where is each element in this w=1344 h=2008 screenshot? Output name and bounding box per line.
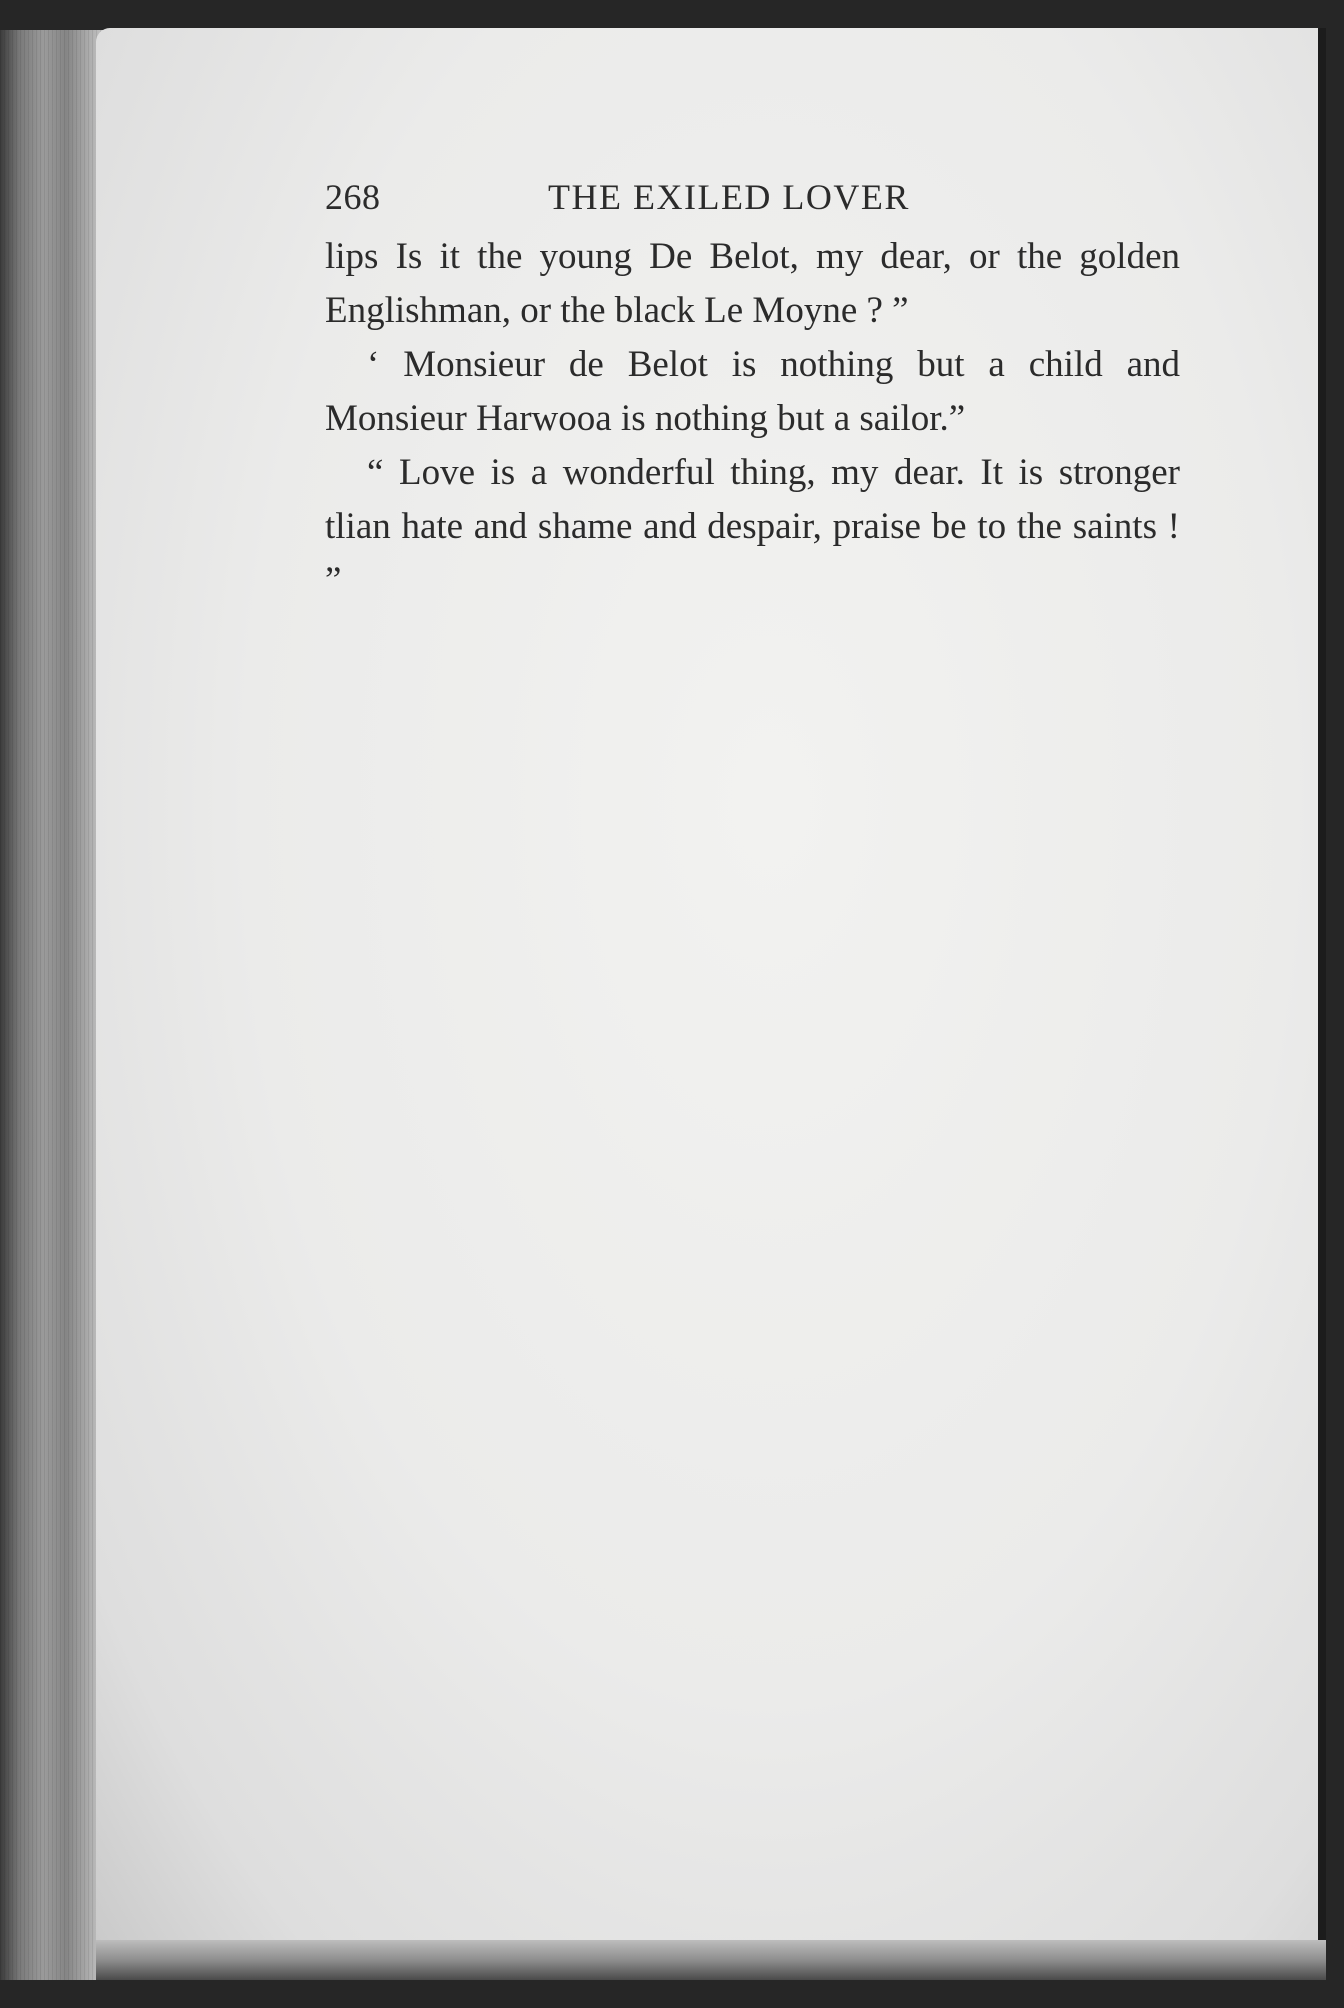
page-edges: [0, 30, 110, 1980]
running-title: THE EXILED LOVER: [548, 177, 910, 217]
text-block: [325, 168, 1180, 608]
running-head: [325, 168, 1180, 228]
body-text: [325, 230, 1180, 608]
paragraph: ‘ Monsieur de Belot is nothing but a child and Monsieur Harwooa is nothing but a sailor.”: [325, 344, 1180, 439]
paragraph: lips Is it the young De Belot, my dear, or the golden Englishman, or the black Le Moyne ? ”: [325, 236, 1180, 331]
page-spine-edge: [1318, 28, 1326, 1963]
page-bottom-edge: [96, 1940, 1326, 1980]
paragraph: “ Love is a wonderful thing, my dear. It is stronger tlian hate and shame and despair, praise be to the saints ! ”: [325, 452, 1180, 601]
page-number: 268: [325, 177, 381, 217]
